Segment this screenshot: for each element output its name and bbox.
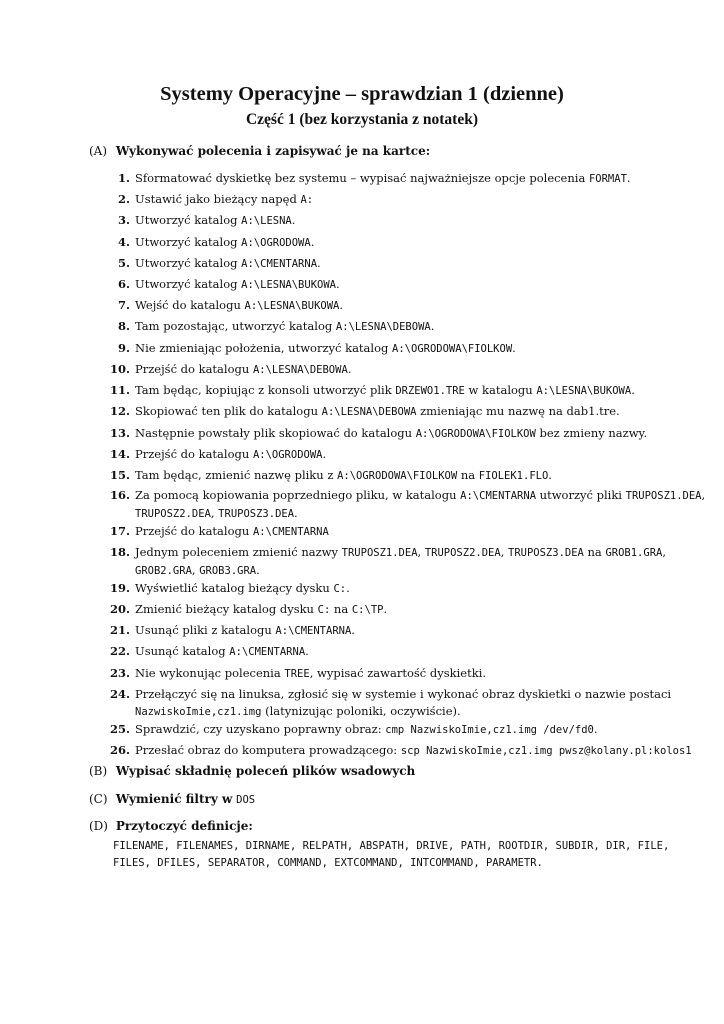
code-fragment: C: — [333, 583, 347, 595]
code-fragment: GROB3.GRA — [199, 565, 257, 577]
code-fragment: A:\OGRODOWA\FIOLKOW — [415, 428, 536, 440]
code-fragment: scp NazwiskoImie,cz1.img pwsz@kolany.pl:kolos1 — [400, 745, 692, 757]
text-fragment: . — [383, 602, 388, 616]
code-fragment: A: — [300, 194, 314, 206]
code-fragment: A:\LESNA\DEBOWA — [321, 406, 417, 418]
task-text — [135, 665, 707, 683]
text-fragment: Sformatować dyskietkę bez systemu – wypisać najważniejsze opcje polecenia — [135, 171, 589, 185]
text-fragment: Przejść do katalogu — [135, 362, 253, 376]
task-text — [135, 601, 707, 619]
text-fragment: , wypisać zawartość dyskietki. — [309, 666, 487, 680]
code-fragment: NazwiskoImie,cz1.img — [135, 706, 262, 718]
page-subtitle: Część 1 (bez korzystania z notatek) — [245, 111, 478, 128]
code-fragment: cmp NazwiskoImie,cz1.img /dev/fd0 — [385, 724, 594, 736]
task-number: 13. — [109, 426, 130, 440]
text-fragment: (latynizując poloniki, oczywiście). — [261, 704, 461, 718]
text-fragment: . — [335, 277, 340, 291]
section-label: (C) — [89, 792, 108, 806]
task-number: 1. — [117, 171, 130, 185]
task-text — [135, 643, 707, 661]
task-number: 26. — [109, 743, 130, 757]
section-heading-code: DOS — [236, 794, 256, 806]
text-fragment: Za pomocą kopiowania poprzedniego pliku, w katalogu — [135, 488, 461, 502]
text-fragment: . — [593, 722, 598, 736]
code-fragment: A:\LESNA — [241, 215, 292, 227]
task-text — [135, 425, 707, 443]
code-fragment: A:\CMENTARNA — [229, 646, 306, 658]
page-title: Systemy Operacyjne – sprawdzian 1 (dzienne) — [160, 83, 564, 105]
code-fragment: TRUPOSZ3.DEA — [218, 508, 295, 520]
task-number: 21. — [109, 623, 130, 637]
text-fragment: . — [548, 468, 552, 482]
code-fragment: A:\LESNA\BUKOWA — [241, 279, 336, 291]
text-fragment: Następnie powstały plik skopiować do katalogu — [135, 426, 416, 440]
text-fragment: . — [256, 563, 260, 577]
text-fragment: Zmienić bieżący katalog dysku — [135, 602, 318, 616]
text-fragment: . — [347, 362, 352, 376]
task-text — [135, 686, 707, 721]
task-text — [135, 255, 707, 273]
code-fragment: TRUPOSZ2.DEA — [135, 508, 211, 520]
text-fragment: , — [210, 506, 219, 520]
task-number: 24. — [109, 687, 130, 701]
section-c — [89, 792, 255, 806]
task-text — [135, 403, 707, 421]
code-fragment: A:\OGRODOWA\FIOLKOW — [337, 470, 458, 482]
text-fragment: Utworzyć katalog — [135, 235, 242, 249]
text-fragment: w katalogu — [464, 383, 537, 397]
task-number: 4. — [117, 235, 130, 249]
text-fragment: Jednym poleceniem zmienić nazwy — [135, 545, 342, 559]
code-fragment: A:\LESNA\BUKOWA — [244, 300, 340, 312]
text-fragment: . — [430, 319, 435, 333]
task-text — [135, 191, 707, 209]
code-fragment: GROB1.GRA — [605, 547, 663, 559]
task-text — [135, 212, 707, 230]
code-fragment: A:\CMENTARNA — [252, 526, 329, 538]
code-fragment: A:\CMENTARNA — [460, 490, 537, 502]
task-text — [135, 742, 707, 760]
task-number: 3. — [117, 213, 130, 227]
text-fragment: Przesłać obraz do komputera prowadzącego: — [135, 743, 401, 757]
text-fragment: utworzyć pliki — [536, 488, 626, 502]
text-fragment: , — [701, 488, 706, 502]
text-fragment: na — [330, 602, 352, 616]
task-number: 5. — [117, 256, 130, 270]
text-fragment: Skopiować ten plik do katalogu — [135, 404, 322, 418]
text-fragment: Przełączyć się na linuksa, zgłosić się w systemie i wykonać obraz dyskietki o nazwie postaci — [135, 687, 672, 701]
task-number: 6. — [117, 277, 130, 291]
text-fragment: Nie wykonując polecenia — [135, 666, 285, 680]
task-text — [135, 234, 707, 252]
section-heading: Przytoczyć definicje: — [115, 819, 253, 833]
text-fragment: Wejść do katalogu — [135, 298, 245, 312]
task-text — [135, 170, 707, 188]
code-fragment: TREE — [284, 668, 310, 680]
code-fragment: GROB2.GRA — [135, 565, 192, 577]
task-number: 25. — [109, 722, 130, 736]
task-text — [135, 297, 707, 315]
text-fragment: Tam będąc, zmienić nazwę pliku z — [135, 468, 338, 482]
code-fragment: TRUPOSZ3.DEA — [508, 547, 584, 559]
text-fragment: na — [457, 468, 479, 482]
section-a — [89, 144, 430, 158]
text-fragment: . — [512, 341, 516, 355]
code-fragment: C:\TP — [351, 604, 384, 616]
code-fragment: DRZEWO1.TRE — [395, 385, 465, 397]
task-text — [135, 523, 707, 541]
task-text — [135, 276, 707, 294]
section-label: (B) — [89, 764, 108, 778]
text-fragment: Utworzyć katalog — [135, 277, 242, 291]
task-number: 9. — [117, 341, 130, 355]
task-number: 12. — [109, 404, 130, 418]
section-label: (A) — [89, 144, 108, 158]
section-b — [89, 764, 415, 778]
task-text — [135, 340, 707, 358]
task-number: 7. — [117, 298, 130, 312]
section-d — [89, 819, 253, 833]
text-fragment: . — [322, 447, 327, 461]
section-heading: Wypisać składnię poleceń plików wsadowych — [115, 764, 416, 778]
text-fragment: . — [294, 506, 298, 520]
code-fragment: TRUPOSZ2.DEA — [424, 547, 501, 559]
text-fragment: . — [351, 623, 355, 637]
code-fragment: A:\OGRODOWA — [241, 237, 311, 249]
text-fragment: Nie zmieniając położenia, utworzyć katalog — [135, 341, 393, 355]
task-text — [135, 487, 707, 523]
text-fragment: Wyświetlić katalog bieżący dysku — [135, 581, 334, 595]
code-fragment: A:\LESNA\DEBOWA — [252, 364, 348, 376]
text-fragment: Usunąć katalog — [135, 644, 230, 658]
text-fragment: na — [583, 545, 606, 559]
text-fragment: . — [291, 213, 296, 227]
code-fragment: TRUPOSZ1.DEA — [341, 547, 418, 559]
code-fragment: A:\LESNA\DEBOWA — [335, 321, 431, 333]
text-fragment: , — [417, 545, 425, 559]
code-fragment: A:\CMENTARNA — [275, 625, 352, 637]
text-fragment: Tam będąc, kopiując z konsoli utworzyć plik — [135, 383, 396, 397]
code-fragment: TRUPOSZ1.DEA — [625, 490, 702, 502]
task-text — [135, 361, 707, 379]
text-fragment: . — [305, 644, 309, 658]
task-number: 18. — [109, 545, 130, 559]
task-text — [135, 544, 707, 580]
code-fragment: A:\LESNA\BUKOWA — [536, 385, 632, 397]
task-number: 22. — [109, 644, 130, 658]
task-number: 20. — [109, 602, 130, 616]
text-fragment: . — [626, 171, 631, 185]
task-number: 2. — [117, 192, 130, 206]
task-text — [135, 382, 707, 400]
text-fragment: , — [191, 563, 200, 577]
text-fragment: , — [500, 545, 508, 559]
task-text — [135, 622, 707, 640]
task-number: 15. — [109, 468, 130, 482]
code-fragment: FIOLEK1.FLO — [478, 470, 549, 482]
text-fragment: Usunąć pliki z katalogu — [135, 623, 276, 637]
code-fragment: A:\CMENTARNA — [241, 258, 318, 270]
task-text — [135, 446, 707, 464]
text-fragment: Przejść do katalogu — [135, 447, 253, 461]
text-fragment: zmieniając mu nazwę na dab1.tre. — [416, 404, 620, 418]
definitions-list: FILENAME, FILENAMES, DIRNAME, RELPATH, ABSPATH, DRIVE, PATH, ROOTDIR, SUBDIR, DIR, FILE, FILES, DFILES, SEPARATOR, COMMAND, EXTCOMMAND, INTCOMMAND, PARAMETR. — [113, 840, 670, 869]
text-fragment: . — [346, 581, 350, 595]
section-heading: Wymienić filtry w — [115, 792, 233, 806]
text-fragment: Utworzyć katalog — [135, 213, 242, 227]
task-number: 23. — [109, 666, 130, 680]
text-fragment: Sprawdzić, czy uzyskano poprawny obraz: — [135, 722, 386, 736]
text-fragment: . — [339, 298, 344, 312]
task-number: 11. — [109, 383, 130, 397]
text-fragment: . — [317, 256, 321, 270]
text-fragment: Tam pozostając, utworzyć katalog — [135, 319, 336, 333]
code-fragment: FORMAT — [588, 173, 627, 185]
task-text — [135, 318, 707, 336]
text-fragment: . — [631, 383, 635, 397]
task-number: 17. — [109, 524, 130, 538]
text-fragment: Ustawić jako bieżący napęd — [135, 192, 301, 206]
text-fragment: , — [662, 545, 666, 559]
text-fragment: Przejść do katalogu — [135, 524, 253, 538]
section-label: (D) — [89, 819, 108, 833]
task-text — [135, 580, 707, 598]
task-number: 10. — [109, 362, 130, 376]
task-number: 19. — [109, 581, 130, 595]
task-text — [135, 721, 707, 739]
code-fragment: C: — [317, 604, 331, 616]
task-number: 16. — [109, 488, 130, 502]
text-fragment: bez zmieny nazwy. — [535, 426, 648, 440]
task-text — [135, 467, 707, 485]
section-heading: Wykonywać polecenia i zapisywać je na kartce: — [115, 144, 431, 158]
code-fragment: A:\OGRODOWA\FIOLKOW — [392, 343, 513, 355]
task-number: 14. — [109, 447, 130, 461]
text-fragment: Utworzyć katalog — [135, 256, 242, 270]
text-fragment: . — [310, 235, 315, 249]
task-number: 8. — [117, 319, 130, 333]
code-fragment: A:\OGRODOWA — [252, 449, 323, 461]
